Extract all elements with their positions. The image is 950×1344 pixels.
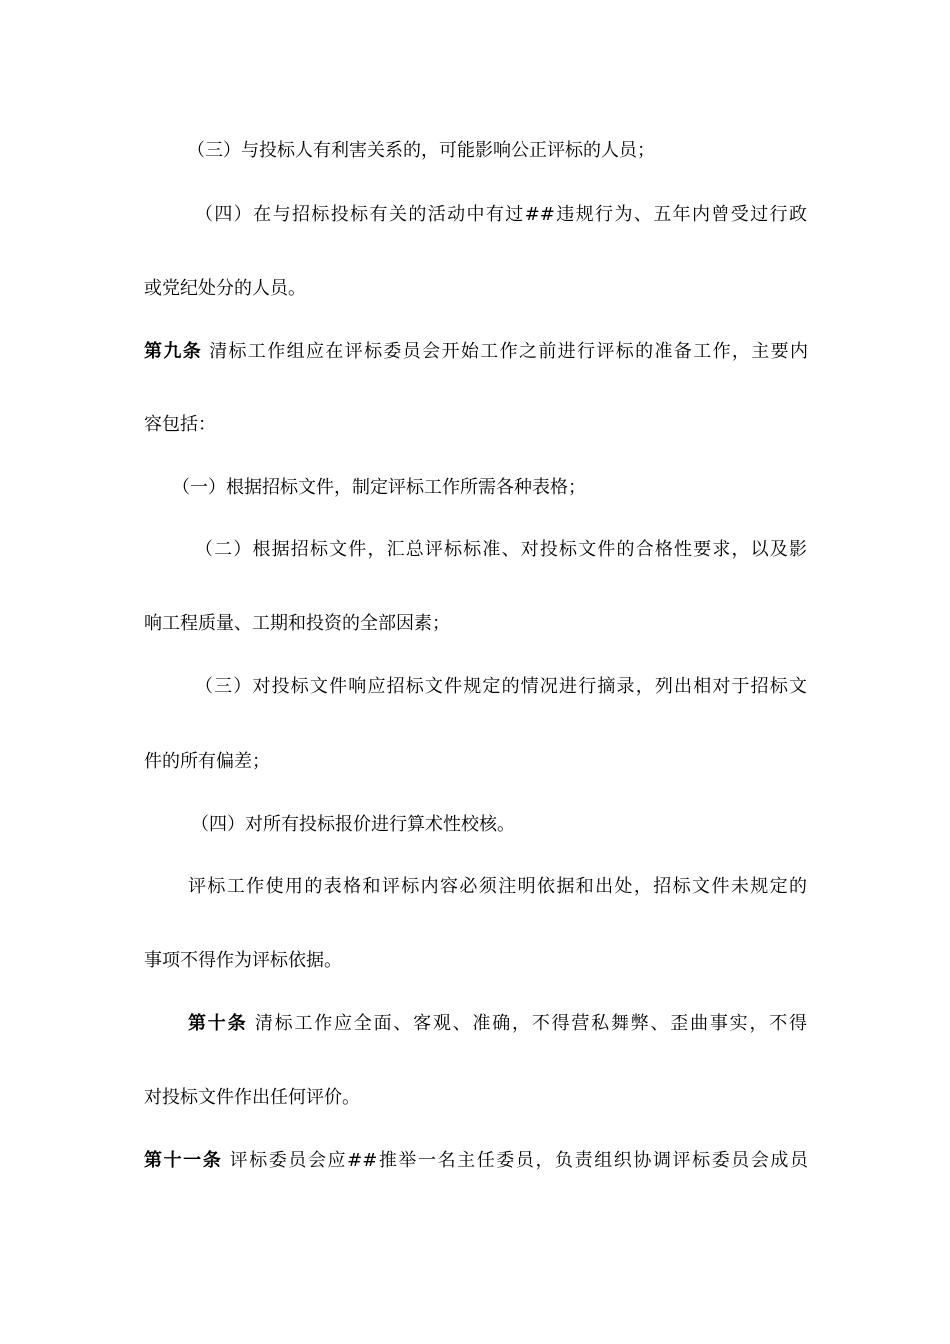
article-line [144,340,808,364]
article-label: 第十一条 [144,1150,223,1171]
article-line [144,1149,808,1173]
line-text: 件的所有偏差； [144,751,270,772]
article-line [188,1012,807,1036]
paragraph-line [188,875,807,899]
paragraph-line [195,538,807,562]
paragraph-line [144,949,808,973]
line-text: （三）对投标文件响应招标文件规定的情况进行摘录，列出相对于招标文 [195,676,807,697]
line-text: 评标工作使用的表格和评标内容必须注明依据和出处，招标文件未规定的 [188,876,807,897]
line-text: （四）对所有投标报价进行算术性校核。 [191,814,515,835]
paragraph-line [195,203,807,227]
paragraph-line [172,476,612,500]
paragraph-line [144,612,808,636]
line-text: 清标工作组应在评标委员会开始工作之前进行评标的准备工作，主要内 [209,341,809,362]
article-label: 第九条 [144,341,203,362]
paragraph-line [144,1086,808,1110]
article-label: 第十条 [188,1013,248,1034]
line-text: 清标工作应全面、客观、准确，不得营私舞弊、歪曲事实，不得 [254,1013,808,1034]
paragraph-line [195,675,807,699]
line-text: （四）在与招标投标有关的活动中有过##违规行为、五年内曾受过行政 [195,204,807,225]
line-text: 评标委员会应##推举一名主任委员，负责组织协调评标委员会成员 [229,1150,809,1171]
line-text: 响工程质量、工期和投资的全部因素； [144,613,450,634]
line-text: （二）根据招标文件，汇总评标标准、对投标文件的合格性要求，以及影 [195,539,807,560]
line-text: 容包括： [144,414,216,435]
paragraph-line [191,813,551,837]
paragraph-line [187,139,707,163]
paragraph-line [144,413,808,437]
line-text: 事项不得作为评标依据。 [144,950,342,971]
paragraph-line [144,750,808,774]
line-text: 或党纪处分的人员。 [144,278,306,299]
line-text: 对投标文件作出任何评价。 [144,1087,360,1108]
paragraph-line [144,277,808,301]
line-text: （三）与投标人有利害关系的，可能影响公正评标的人员； [187,140,655,161]
line-text: （一）根据招标文件，制定评标工作所需各种表格； [172,477,586,498]
